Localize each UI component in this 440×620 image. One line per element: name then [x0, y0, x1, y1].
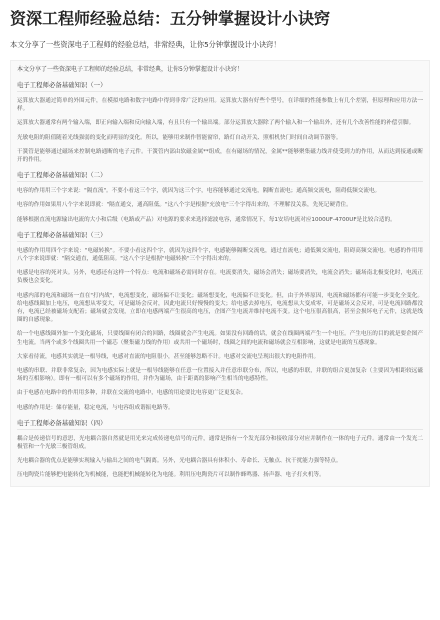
section-heading: 电子工程师必备基础知识（一）: [17, 80, 423, 92]
article-intro: 本文分享了一些资深电子工程师的经验总结，非常经典，让你5分钟掌握设计小诀窍！: [10, 40, 281, 49]
paragraph: 电感是电容的死对头。另外，电感还有这样一个特点：电流和磁场必需同时存在。电流要消失，磁场会消失；磁场要消失，电流会消失；磁场南北极变化时，电流正负极也会变化。: [17, 270, 423, 285]
paragraph: 光电耦合器的优点是能够实现输入与输出之间的电气隔离。另外，光电耦合器具有体积小、寿命长、无触点、抗干扰能力强等特点。: [17, 458, 342, 465]
page-title: 资深工程师经验总结：五分钟掌握设计小诀窍: [10, 9, 331, 28]
paragraph: 电感的串联、并联非常复杂，因为电感实际上就是一根导线能够在任意一位置接入并任意串联分布，所以，电感的串联，并联的组合更加复杂（主要因为相距较远磁场的互相影响）。即有一根可以有多个磁场的作用，并作为磁场，由于距离的影响产生相当的电感特性。: [17, 368, 423, 383]
section-heading: 电子工程师必备基础知识（三）: [17, 230, 423, 242]
section-heading: 电子工程师必备基础知识（二）: [17, 170, 423, 182]
paragraph: 能够根据直流电源输出电流的大小和后级（电路或产品）对电源的要求来选择滤波电容，通常情况下，每1安培电流对应1000UF-4700UF是比较合适的。: [17, 216, 396, 223]
paragraph: 压电陶瓷片能够把电能转化为机械能，也能把机械能转化为电能。利用压电陶瓷片可以制作蜂鸣器、扬声器、电子打火机等。: [17, 472, 325, 479]
content-panel: [10, 60, 430, 487]
paragraph: 干簧管是能够通过磁场来控制电路通断的电子元件。干簧管内部由软磁金属**组成，在有磁场的情况，金属**能够聚集磁力线并使受到力的作用，从而达到接通或断开的作用。: [17, 148, 423, 164]
section-4: [17, 418, 423, 480]
paragraph: 大家看待流，电感其实就是一根导线，电感对直流的电阻很小，甚至能够忽略不计。电感对交流电呈现出很大的电阻作用。: [17, 353, 320, 360]
section-2: [17, 170, 423, 224]
section-heading: 电子工程师必备基础知识（四）: [17, 418, 423, 430]
paragraph: 耦合是传递信号的意思，光电耦合器自然就是用光来完成传递电信号的元件，通常是指有一个发光部分和接收部分对应并制作在一体的电子元件。通常由一个发光二极管和一个光敏三极管组成。: [17, 435, 423, 451]
paragraph: 运算放大器通过简单的外围元件，在模拟电路和数字电路中得到非常广泛的应用。运算放大器有好些个型号，在详细的性能参数上有几个差别，但原理和应用方法一样。: [17, 98, 423, 113]
paragraph: 电容的作用用三个字来说："隔直流"。不要小看这三个字，就因为这三个字，电容能够通过交流电，隔断直流电；通高频交流电，阻碍低频交流电。: [17, 188, 381, 195]
paragraph: 电感的作用是：储存能量，稳定电流，与电容组成谐振电路等。: [17, 404, 174, 411]
paragraph: 光敏电阻的阻值随着光线强弱的变化而明显的变化。所以，能够用来制作智能窗帘，路灯自动开关、照相机快门时间自动调节器等。: [17, 134, 342, 141]
paragraph: 电感的作用用四个字来说："电磁转换"。不要小看这四个字，就因为这四个字，电感能够隔断交流电，通过直流电；通低频交流电，阻碍高频交流电。电感的作用用八个字来说即就："隔交通直，通低阻高。"这八个字是根据"电磁转换"三个字得出来的。: [17, 247, 423, 263]
panel-intro: 本文分享了一些资深电子工程师的经验总结，非常经典，让你5分钟掌握设计小诀窍！: [17, 66, 243, 73]
section-3: [17, 230, 423, 412]
paragraph: 运算放大器通常有两个输入端，即正向输入端和反向输入端，有且只有一个输出端。部分运算放大器除了两个输入和一个输出外，还有几个改善性能的补偿引脚。: [17, 120, 415, 127]
section-1: [17, 80, 423, 164]
paragraph: 给一个电感线圈外加一个变化磁场，只要线圈有闭合的回路，线圈就会产生电流。如果没有回路的话，就会在线圈两端产生一个电压。产生电压的目的就是要企图产生电流。当两个或多个线圈共用一个磁芯（聚集磁力线的作用）或共用一个磁场时，线圈之间的电流和磁场就会互相影响，这就是电流的互感现象。: [17, 331, 423, 346]
paragraph: 电感内部的电流和磁场一直在"打内战"，电流想变化，磁场偏不让变化；磁场想变化，电流偏不让变化。但，由于外界原因，电流和磁场都有可能一步变化全变化。给电感线圈加上电压，电流想从零变大，可是磁场会反对，因此电流只好慢慢的变大；给电感去掉电压，电流想从大变成零，可是磁场又会反对，可是电流回路都没有，电流已经被磁场支配着；磁场就会发现，立即在电感两端产生很高的电压，企图产生电流并维持电流不变。这个电压很高很高，甚至会损坏电子元件，这就是线圈的自感现象。: [17, 292, 423, 324]
paragraph: 由于电感在电路中的作用用多种，并联在交流的电路中，电感的用途要比电容更广泛更复杂。: [17, 390, 247, 397]
paragraph: 电容的作用如果用八个字来说即就："隔直通交，通高阻低。"这八个字是根据"充放电"三个字得出来的，不理解没关系，先死记硬背住。: [17, 202, 352, 209]
